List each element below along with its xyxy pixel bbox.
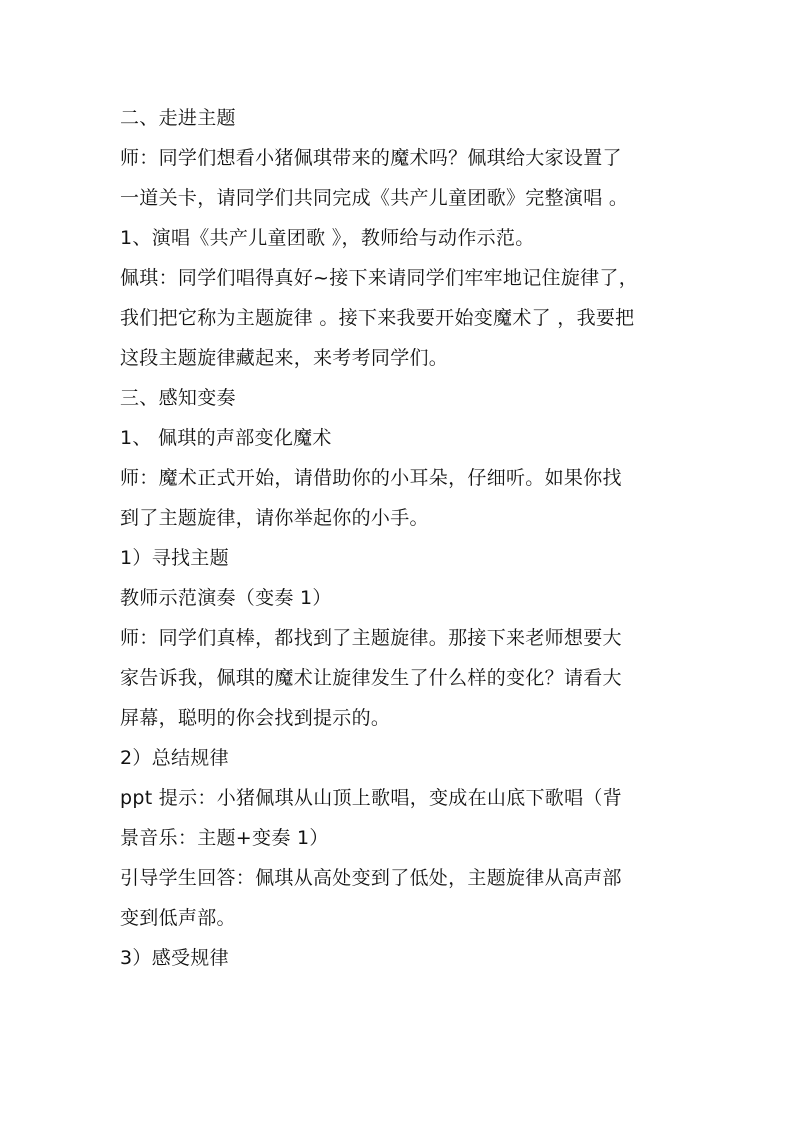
paragraph-line: 家告诉我，佩琪的魔术让旋律发生了什么样的变化？请看大 <box>120 667 622 689</box>
subsection-heading: 1、 佩琪的声部变化魔术 <box>120 427 332 449</box>
step-heading: 1）寻找主题 <box>120 547 229 569</box>
document-body <box>120 98 680 978</box>
paragraph-line: 变到低声部。 <box>120 907 236 929</box>
step-heading: 3）感受规律 <box>120 947 229 969</box>
paragraph-line: 师：同学们想看小猪佩琪带来的魔术吗？佩琪给大家设置了 <box>120 147 622 169</box>
section-heading-3: 三、感知变奏 <box>120 387 236 409</box>
paragraph-line: 教师示范演奏（变奏 1） <box>120 587 332 609</box>
paragraph-line: 引导学生回答：佩琪从高处变到了低处，主题旋律从高声部 <box>120 867 622 889</box>
step-heading: 2）总结规律 <box>120 747 229 769</box>
list-item: 1、演唱《共产儿童团歌 》，教师给与动作示范。 <box>120 227 535 249</box>
paragraph-line: 到了主题旋律，请你举起你的小手。 <box>120 507 429 529</box>
section-heading-2: 二、走进主题 <box>120 107 236 129</box>
paragraph-line: 一道关卡，请同学们共同完成《共产儿童团歌》完整演唱 。 <box>120 187 629 209</box>
paragraph-line: 师：同学们真棒，都找到了主题旋律。那接下来老师想要大 <box>120 627 622 649</box>
paragraph-line: 景音乐：主题+变奏 1） <box>120 827 329 849</box>
paragraph-line: 屏幕，聪明的你会找到提示的。 <box>120 707 391 729</box>
paragraph-line: 师：魔术正式开始，请借助你的小耳朵，仔细听。如果你找 <box>120 467 622 489</box>
paragraph-line: 这段主题旋律藏起来，来考考同学们。 <box>120 347 449 369</box>
paragraph-line: 佩琪：同学们唱得真好~接下来请同学们牢牢地记住旋律了， <box>120 267 639 289</box>
paragraph-line: ppt 提示：小猪佩琪从山顶上歌唱，变成在山底下歌唱（背 <box>120 787 623 809</box>
paragraph-line: 我们把它称为主题旋律 。接下来我要开始变魔术了 ，我要把 <box>120 307 635 329</box>
